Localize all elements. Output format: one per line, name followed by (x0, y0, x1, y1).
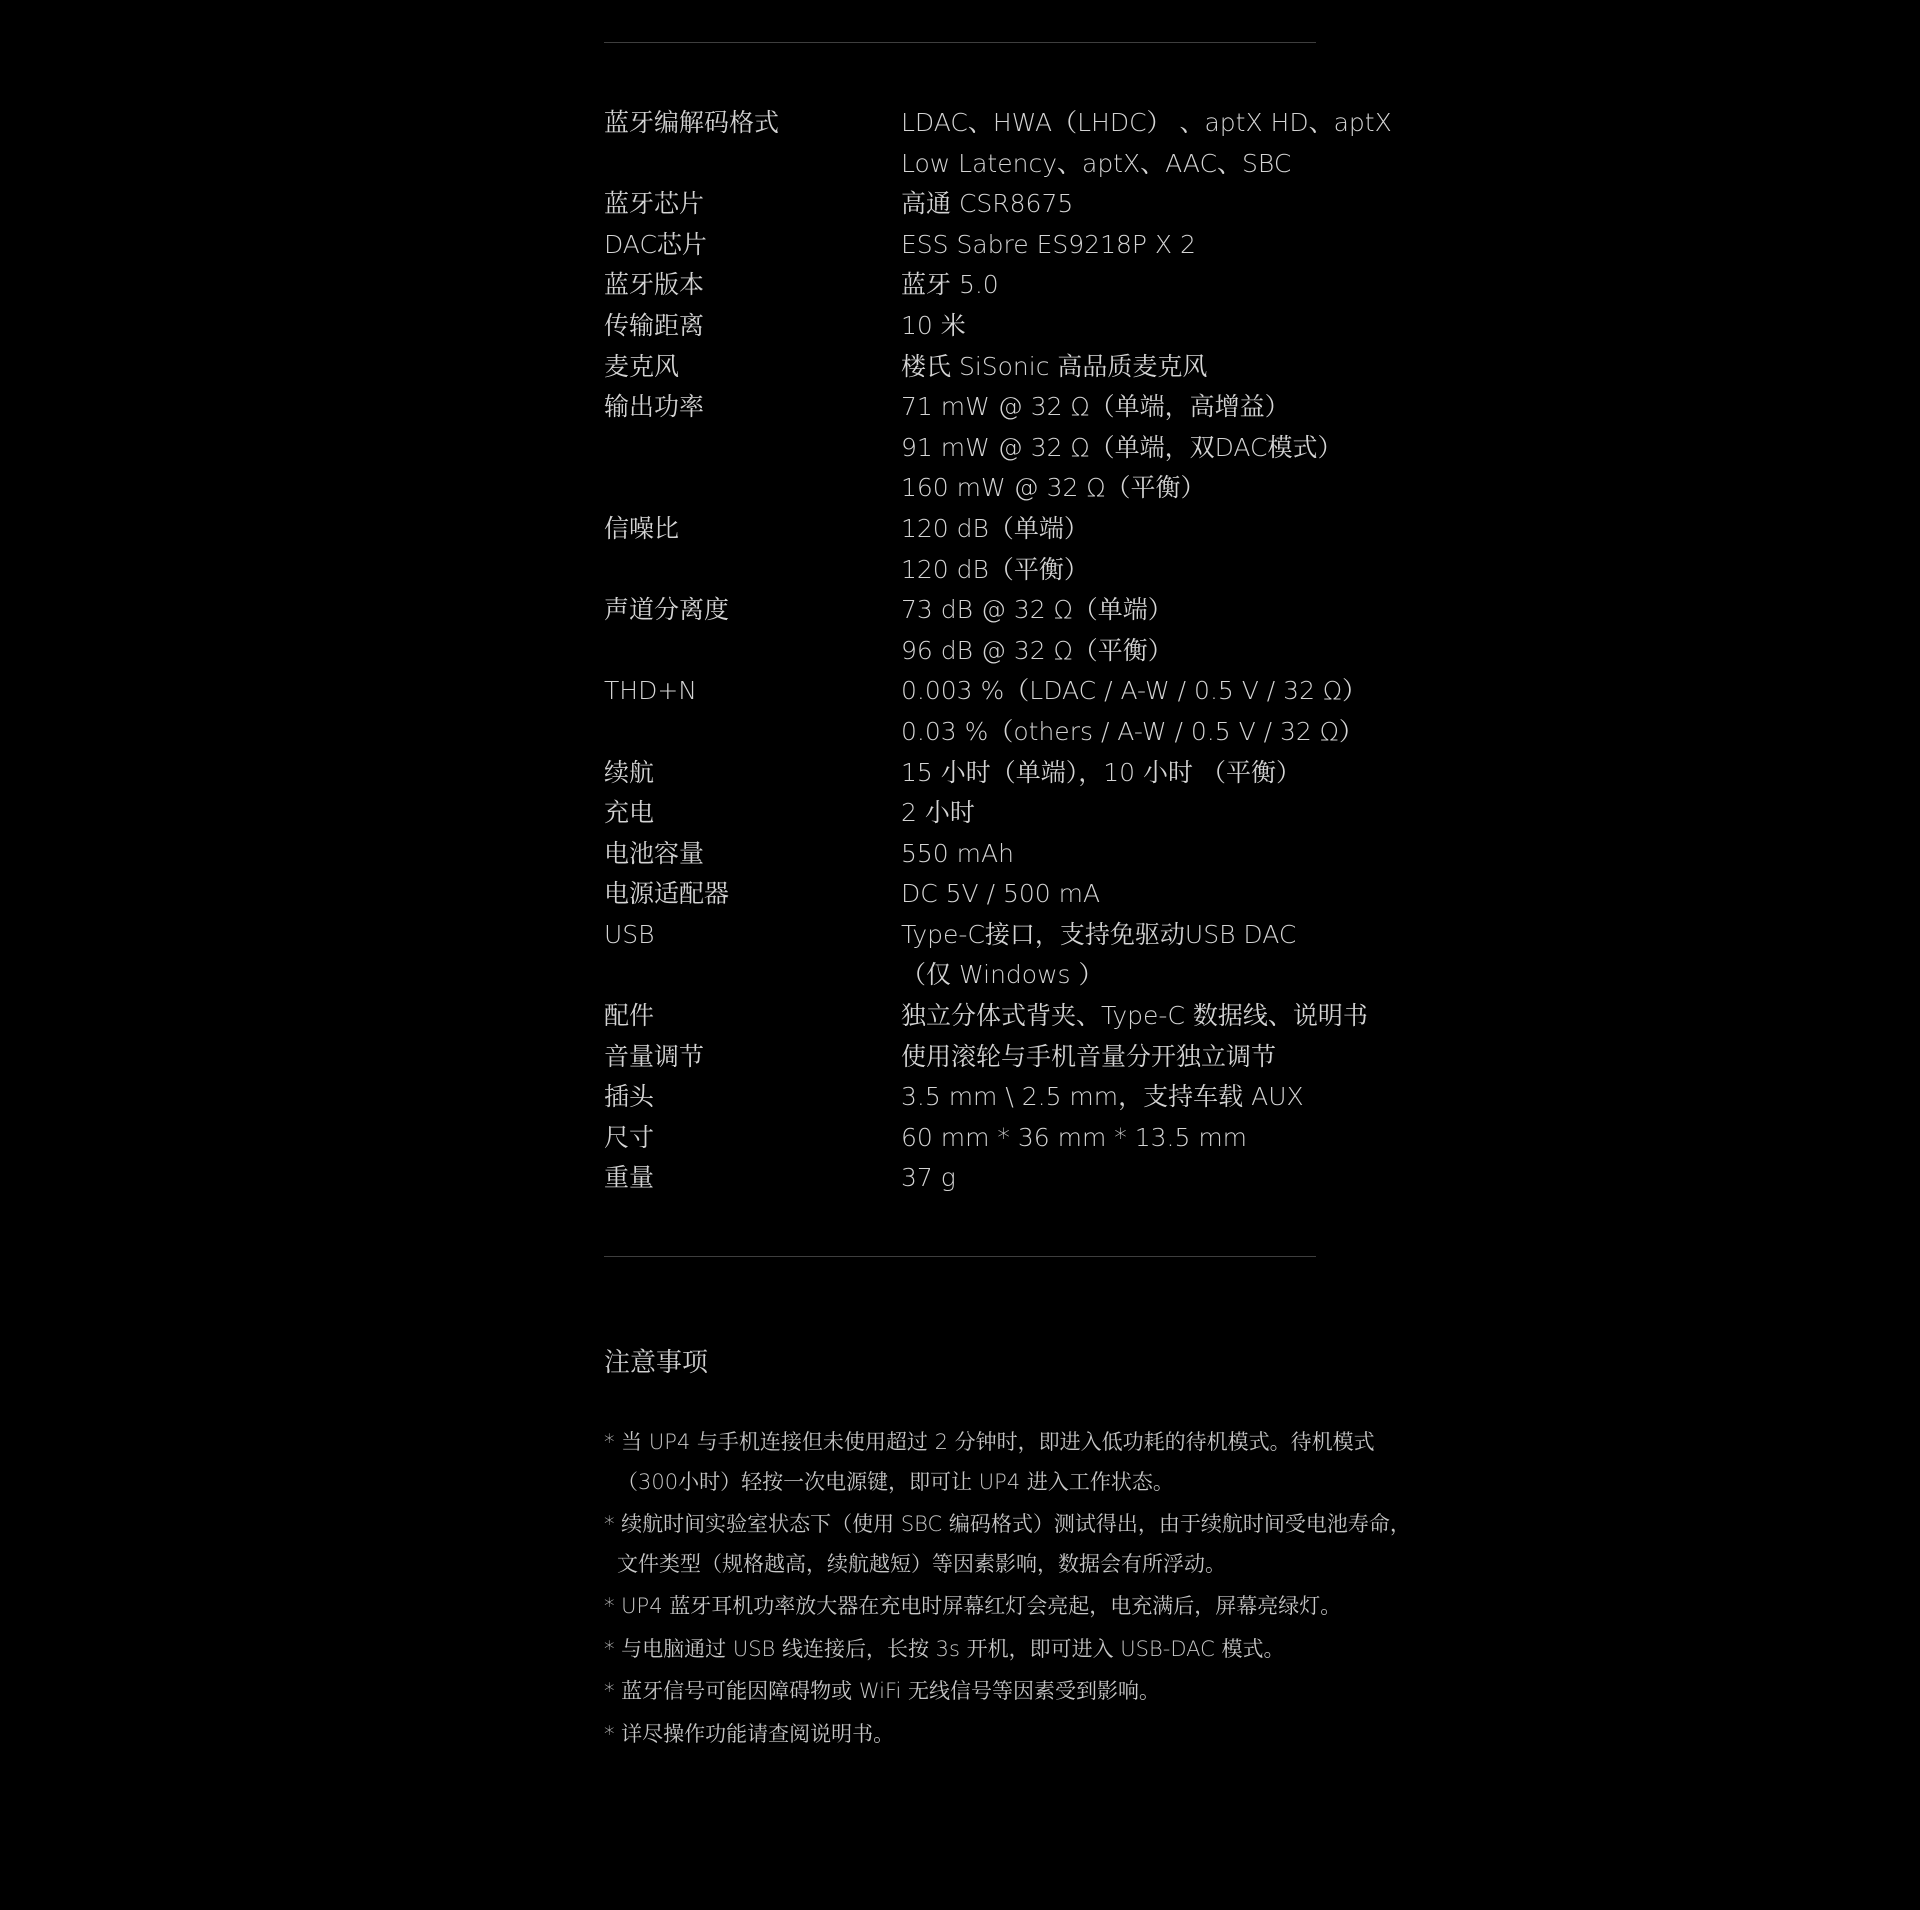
spec-label: 蓝牙编解码格式 (604, 108, 780, 137)
spec-label: 信噪比 (604, 513, 680, 543)
bottom-divider (604, 1256, 1316, 1257)
spec-label: 电源适配器 (604, 879, 730, 909)
spec-value-line: 91 mW @ 32 Ω（单端，双DAC模式） (901, 432, 1343, 462)
spec-label: 传输距离 (604, 310, 705, 340)
spec-label: 重量 (604, 1163, 655, 1193)
note-line: * 续航时间实验室状态下（使用 SBC 编码格式）测试得出，由于续航时间受电池寿命， (604, 1512, 1411, 1537)
spec-value-line: ESS Sabre ES9218P X 2 (901, 229, 1196, 259)
spec-value (901, 306, 1316, 347)
spec-table (604, 103, 1392, 1199)
spec-label: 插头 (604, 1082, 655, 1112)
spec-value (901, 590, 1316, 671)
spec-value-line: 550 mAh (901, 838, 1014, 868)
spec-value (901, 225, 1316, 266)
spec-value-line: 0.03 %（others / A-W / 0.5 V / 32 Ω） (901, 716, 1364, 746)
spec-label: 声道分离度 (604, 595, 730, 625)
note-item (604, 1423, 1375, 1502)
note-line: （300小时）轻按一次电源键，即可让 UP4 进入工作状态。 (617, 1469, 1174, 1494)
spec-value-line: 使用滚轮与手机音量分开独立调节 (901, 1041, 1277, 1071)
spec-label: 尺寸 (604, 1122, 655, 1152)
spec-row-volume-control (604, 1037, 1316, 1078)
spec-row-usb (604, 915, 1316, 996)
spec-label: 蓝牙芯片 (604, 189, 705, 219)
spec-label: 输出功率 (604, 392, 705, 422)
spec-row-dac-chip (604, 225, 1316, 266)
spec-value-line: Low Latency、aptX、AAC、SBC (901, 148, 1292, 178)
spec-value (901, 387, 1343, 509)
spec-row-charging (604, 793, 1316, 834)
spec-value-line: 独立分体式背夹、Type-C 数据线、说明书 (901, 1001, 1368, 1031)
spec-value-line: DC 5V / 500 mA (901, 879, 1101, 909)
spec-row-weight (604, 1158, 1316, 1199)
spec-value (901, 834, 1316, 875)
spec-value (901, 996, 1368, 1037)
notes-heading: 注意事项 (604, 1348, 709, 1379)
spec-value-line: 120 dB（平衡） (901, 554, 1089, 584)
spec-value (901, 671, 1368, 752)
spec-value (901, 793, 1316, 834)
note-item (604, 1630, 1316, 1670)
spec-row-thdn (604, 671, 1368, 752)
spec-label: USB (604, 919, 655, 949)
spec-label: 麦克风 (604, 351, 680, 381)
spec-value-line: （仅 Windows ） (901, 960, 1104, 990)
spec-row-microphone (604, 347, 1316, 388)
spec-value-line: 15 小时（单端），10 小时 （平衡） (901, 757, 1301, 787)
spec-value-line: 高通 CSR8675 (901, 189, 1074, 219)
spec-value-line: LDAC、HWA（LHDC） 、aptX HD、aptX (901, 108, 1392, 137)
spec-value-line: 蓝牙 5.0 (901, 270, 999, 300)
spec-label: 充电 (604, 798, 655, 828)
spec-value-line: 96 dB @ 32 Ω（平衡） (901, 635, 1173, 665)
spec-label: 电池容量 (604, 838, 705, 868)
spec-label: 配件 (604, 1001, 655, 1031)
note-line: * UP4 蓝牙耳机功率放大器在充电时屏幕红灯会亮起，电充满后，屏幕亮绿灯。 (604, 1594, 1342, 1619)
spec-value (901, 265, 1316, 306)
spec-value (901, 103, 1392, 184)
spec-value (901, 1037, 1316, 1078)
spec-row-bt-version (604, 265, 1316, 306)
spec-value-line: 73 dB @ 32 Ω（单端） (901, 595, 1173, 625)
spec-label: 音量调节 (604, 1041, 705, 1071)
spec-value (901, 874, 1316, 915)
spec-label: 蓝牙版本 (604, 270, 705, 300)
spec-value (901, 1158, 1316, 1199)
spec-value-line: Type-C接口，支持免驱动USB DAC (901, 919, 1297, 949)
spec-row-codec (604, 103, 1392, 184)
spec-value (901, 184, 1316, 225)
spec-value (901, 753, 1316, 794)
spec-row-plug (604, 1077, 1316, 1118)
spec-row-accessories (604, 996, 1368, 1037)
spec-value-line: 37 g (901, 1163, 956, 1193)
spec-row-range (604, 306, 1316, 347)
note-item (604, 1715, 1316, 1755)
note-item (604, 1505, 1411, 1584)
note-line: * 蓝牙信号可能因障碍物或 WiFi 无线信号等因素受到影响。 (604, 1679, 1161, 1704)
spec-row-battery-capacity (604, 834, 1316, 875)
spec-row-crosstalk (604, 590, 1316, 671)
spec-value (901, 1118, 1316, 1159)
spec-value-line: 楼氏 SiSonic 高品质麦克风 (901, 351, 1208, 381)
spec-row-bt-chip (604, 184, 1316, 225)
spec-label: 续航 (604, 757, 655, 787)
notes-list (604, 1423, 1411, 1754)
spec-value-line: 71 mW @ 32 Ω（单端，高增益） (901, 392, 1290, 422)
spec-value-line: 3.5 mm \ 2.5 mm，支持车载 AUX (901, 1082, 1304, 1112)
spec-value-line: 2 小时 (901, 798, 975, 828)
spec-row-power-adapter (604, 874, 1316, 915)
spec-row-battery-life (604, 753, 1316, 794)
spec-value-line: 120 dB（单端） (901, 513, 1089, 543)
note-item (604, 1587, 1342, 1627)
spec-row-dimensions (604, 1118, 1316, 1159)
spec-label: THD+N (604, 676, 697, 706)
spec-value-line: 160 mW @ 32 Ω（平衡） (901, 473, 1206, 503)
note-line: 文件类型（规格越高，续航越短）等因素影响，数据会有所浮动。 (617, 1551, 1226, 1576)
spec-row-snr (604, 509, 1316, 590)
spec-value (901, 1077, 1316, 1118)
spec-value-line: 10 米 (901, 310, 966, 340)
top-divider (604, 42, 1316, 43)
spec-value (901, 347, 1316, 388)
spec-row-output-power (604, 387, 1343, 509)
spec-page-container (604, 42, 1411, 1754)
spec-value (901, 915, 1316, 996)
note-item (604, 1672, 1316, 1712)
spec-value-line: 60 mm * 36 mm * 13.5 mm (901, 1122, 1248, 1152)
note-line: * 当 UP4 与手机连接但未使用超过 2 分钟时，即进入低功耗的待机模式。待机模式 (604, 1430, 1375, 1455)
spec-value-line: 0.003 %（LDAC / A-W / 0.5 V / 32 Ω） (901, 676, 1368, 706)
spec-label: DAC芯片 (604, 229, 707, 259)
spec-value (901, 509, 1316, 590)
note-line: * 详尽操作功能请查阅说明书。 (604, 1721, 895, 1746)
note-line: * 与电脑通过 USB 线连接后，长按 3s 开机，即可进入 USB-DAC 模式。 (604, 1636, 1285, 1661)
